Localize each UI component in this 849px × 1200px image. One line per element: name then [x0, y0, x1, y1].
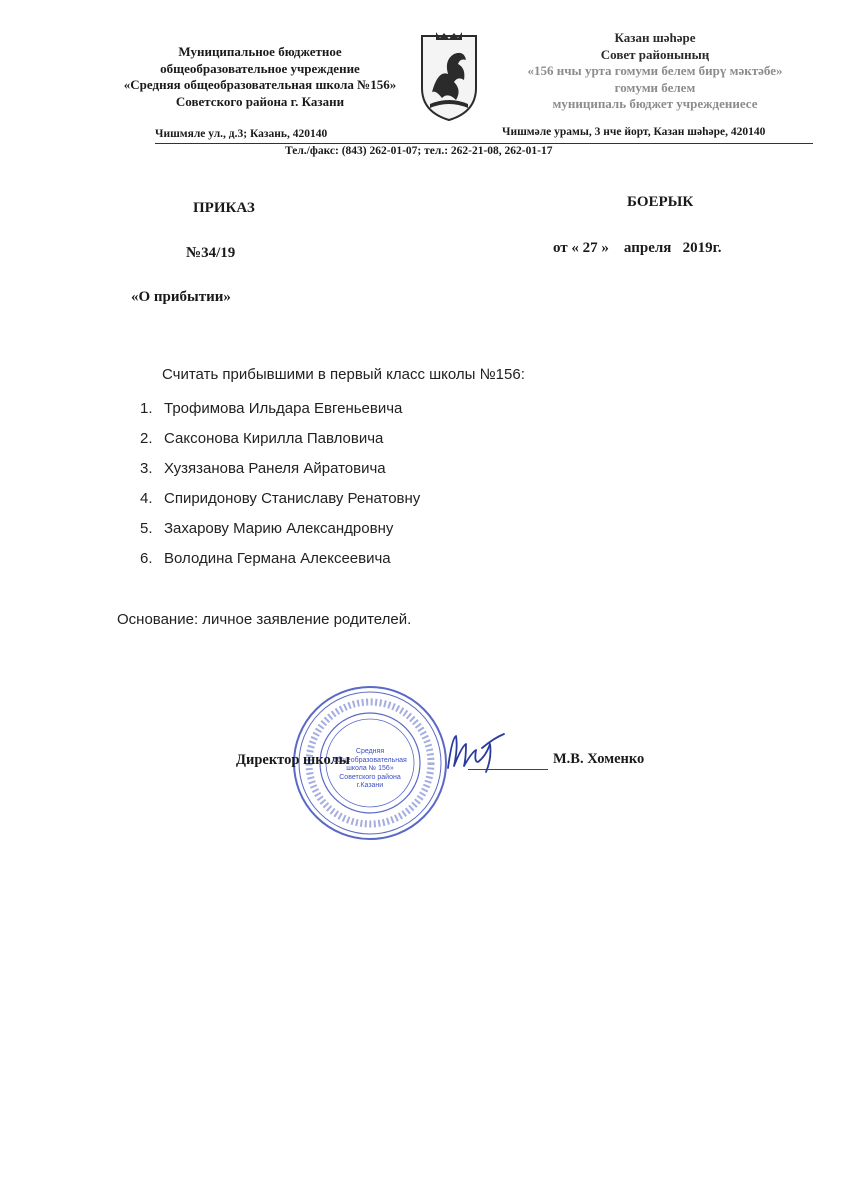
- header-divider: [155, 143, 813, 144]
- student-list: [140, 397, 420, 577]
- student-name: Хузязанова Ранеля Айратовича: [164, 460, 386, 477]
- school-name-tatar-line-3: «156 нчы урта гомуми белем бирү мәктәбе»: [527, 63, 783, 78]
- list-item: [140, 547, 420, 577]
- director-title: Директор школы: [236, 752, 350, 768]
- list-item-number: 4.: [140, 490, 153, 507]
- address-tatar: Чишмәле урамы, 3 нче йорт, Казан шәһәре, 420140: [502, 126, 766, 138]
- order-intro-text: Считать прибывшими в первый класс школы №156:: [162, 366, 525, 383]
- list-item: [140, 427, 420, 457]
- director-name: М.В. Хоменко: [553, 751, 645, 767]
- stamp-line: школа № 156»: [346, 765, 394, 772]
- student-name: Захарову Марию Александровну: [164, 520, 394, 537]
- stamp-line: общеобразовательная: [333, 756, 407, 764]
- stamp-line: Советского района: [339, 773, 401, 781]
- school-name-line-2: общеобразовательное учреждение: [160, 60, 360, 76]
- handwritten-signature-icon: [438, 728, 508, 776]
- school-name-line-3: «Средняя общеобразовательная школа №156»: [123, 77, 397, 92]
- list-item: [140, 397, 420, 427]
- kazan-emblem-icon: [418, 30, 480, 122]
- order-date: от « 27 » апреля 2019г.: [553, 240, 722, 256]
- order-title-russian: ПРИКАЗ: [193, 200, 255, 216]
- list-item: [140, 517, 420, 547]
- school-name-line-1: Муниципальное бюджетное: [178, 44, 342, 59]
- list-item: [140, 487, 420, 517]
- list-item-number: 3.: [140, 460, 153, 477]
- school-name-tatar: [505, 30, 805, 113]
- order-subject: «О прибытии»: [131, 289, 231, 305]
- list-item-number: 2.: [140, 430, 153, 447]
- phone-numbers: Тел./факс: (843) 262-01-07; тел.: 262-21-08, 262-01-17: [285, 145, 553, 157]
- order-basis: Основание: личное заявление родителей.: [117, 611, 412, 628]
- school-name-russian: [120, 44, 400, 110]
- list-item-number: 6.: [140, 550, 153, 567]
- school-name-line-4: Советского района г. Казани: [175, 93, 345, 109]
- student-name: Трофимова Ильдара Евгеньевича: [164, 400, 403, 417]
- school-name-tatar-line-4: гомуми белем: [614, 79, 696, 95]
- order-title-tatar: БОЕРЫК: [627, 194, 694, 210]
- student-name: Саксонова Кирилла Павловича: [164, 430, 384, 447]
- student-name: Спиридонову Станиславу Ренатовну: [164, 490, 421, 507]
- school-name-tatar-line-1: Казан шәһәре: [614, 30, 696, 45]
- list-item-number: 5.: [140, 520, 153, 537]
- student-name: Володина Германа Алексеевича: [164, 550, 391, 567]
- list-item: [140, 457, 420, 487]
- address-russian: Чишмяле ул., д.3; Казань, 420140: [155, 128, 328, 140]
- stamp-line: Средняя: [355, 748, 385, 755]
- order-number: №34/19: [186, 245, 236, 261]
- list-item-number: 1.: [140, 400, 153, 417]
- stamp-line: г.Казани: [356, 782, 384, 789]
- school-name-tatar-line-2: Совет районының: [600, 46, 710, 62]
- school-name-tatar-line-5: муниципаль бюджет учреждениесе: [552, 96, 758, 111]
